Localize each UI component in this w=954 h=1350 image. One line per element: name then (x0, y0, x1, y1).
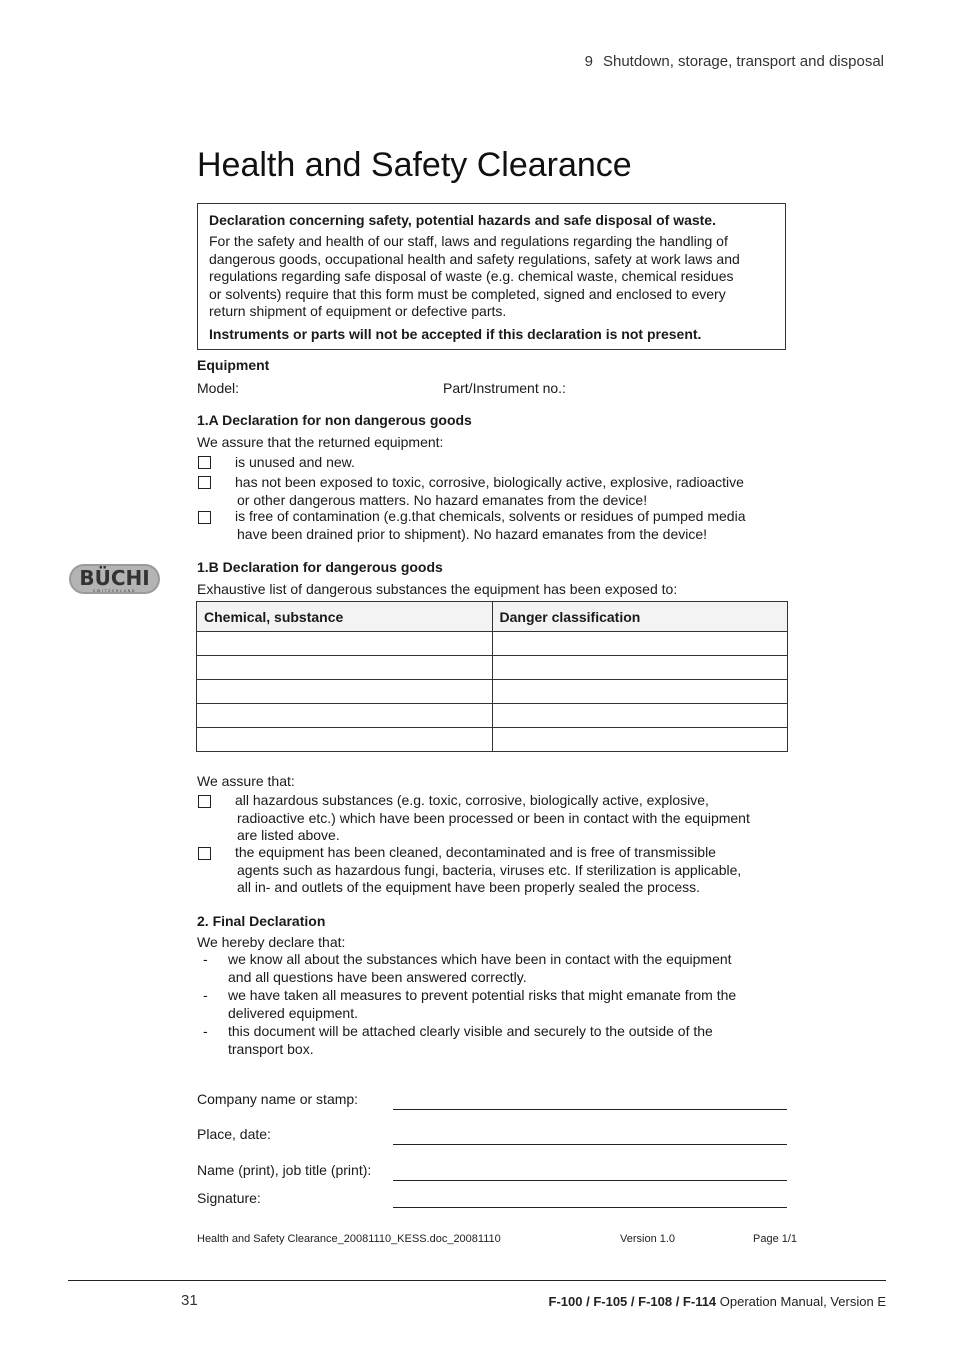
chemical-cell[interactable] (197, 728, 493, 752)
dash-bullet: - (203, 1023, 208, 1039)
signature-input-line[interactable] (393, 1207, 787, 1208)
table-row (197, 728, 788, 752)
checkbox-unused-new[interactable] (198, 456, 211, 469)
list-item-line: we know all about the substances which have been in contact with the equipment (228, 951, 732, 967)
table-row (197, 632, 788, 656)
checkbox-label (235, 474, 744, 509)
dash-bullet: - (203, 951, 208, 967)
column-header-danger-classification: Danger classification (492, 602, 788, 632)
list-item-line: this document will be attached clearly visible and securely to the outside of the (228, 1023, 713, 1039)
logo-subtext: SWITZERLAND (92, 589, 137, 593)
checkbox-label-line: agents such as hazardous fungi, bacteria, viruses etc. If sterilization is applicable, (237, 861, 742, 878)
section-1b-intro: Exhaustive list of dangerous substances the equipment has been exposed to: (197, 581, 678, 597)
checkbox-label (235, 844, 741, 897)
list-item (228, 987, 736, 1022)
footer-divider (68, 1280, 886, 1281)
declaration-notice: Instruments or parts will not be accepted if this declaration is not present. (209, 326, 702, 343)
signature-label: Signature: (197, 1190, 261, 1206)
checkbox-label-line: has not been exposed to toxic, corrosive, biologically active, explosive, radioactive (235, 474, 744, 490)
list-item-line: delivered equipment. (228, 1004, 358, 1021)
classification-cell[interactable] (492, 632, 788, 656)
dangerous-substances-table (196, 601, 788, 752)
manual-reference (549, 1294, 886, 1309)
declaration-body-line: For the safety and health of our staff, laws and regulations regarding the handling of (209, 233, 728, 250)
company-label: Company name or stamp: (197, 1091, 359, 1107)
checkbox-equipment-cleaned[interactable] (198, 847, 211, 860)
checkbox-label-line: radioactive etc.) which have been processed or been in contact with the equipment (237, 809, 750, 826)
section-1a-heading: 1.A Declaration for non dangerous goods (197, 412, 472, 428)
declaration-body-line: return shipment of equipment or defective parts. (209, 303, 507, 320)
part-number-label: Part/Instrument no.: (443, 380, 566, 396)
declaration-heading: Declaration concerning safety, potential hazards and safe disposal of waste. (209, 212, 716, 228)
list-item (228, 951, 732, 986)
chapter-number: 9 (584, 53, 593, 70)
list-item-line: transport box. (228, 1040, 314, 1057)
buchi-logo (68, 563, 161, 595)
section-1a-intro: We assure that the returned equipment: (197, 434, 444, 450)
list-item (228, 1023, 713, 1058)
checkbox-label-line: are listed above. (237, 827, 340, 843)
assure-intro: We assure that: (197, 773, 295, 789)
checkbox-label-line: or other dangerous matters. No hazard emanates from the device! (237, 491, 648, 508)
checkbox-label (235, 792, 750, 845)
section-1b-heading: 1.B Declaration for dangerous goods (197, 559, 443, 575)
declaration-body (209, 233, 775, 320)
chemical-cell[interactable] (197, 680, 493, 704)
column-header-chemical: Chemical, substance (197, 602, 493, 632)
checkbox-label (235, 508, 745, 543)
classification-cell[interactable] (492, 704, 788, 728)
declaration-body-line: dangerous goods, occupational health and safety regulations, safety at work laws and (209, 250, 740, 267)
table-row (197, 680, 788, 704)
table-header-row (197, 602, 788, 632)
checkbox-label (235, 454, 355, 472)
checkbox-label-line: is unused and new. (235, 454, 355, 470)
chemical-cell[interactable] (197, 656, 493, 680)
table-row (197, 704, 788, 728)
model-numbers: F-100 / F-105 / F-108 / F-114 (548, 1294, 717, 1309)
form-filename: Health and Safety Clearance_20081110_KESS.doc_20081110 (197, 1233, 501, 1245)
section-2-heading: 2. Final Declaration (197, 913, 326, 929)
form-version: Version 1.0 (620, 1233, 676, 1245)
chemical-cell[interactable] (197, 632, 493, 656)
chapter-title: Shutdown, storage, transport and disposal (602, 53, 884, 70)
name-title-input-line[interactable] (393, 1180, 787, 1181)
checkbox-label-line: is free of contamination (e.g.that chemicals, solvents or residues of pumped media (235, 508, 746, 524)
model-label: Model: (197, 380, 240, 396)
classification-cell[interactable] (492, 656, 788, 680)
checkbox-not-exposed[interactable] (198, 476, 211, 489)
section-2-intro: We hereby declare that: (197, 934, 346, 950)
checkbox-label-line: all hazardous substances (e.g. toxic, corrosive, biologically active, explosive, (235, 792, 709, 808)
list-item-line: we have taken all measures to prevent potential risks that might emanate from the (228, 987, 737, 1003)
checkbox-free-of-contamination[interactable] (198, 511, 211, 524)
company-input-line[interactable] (393, 1109, 787, 1110)
checkbox-label-line: the equipment has been cleaned, decontaminated and is free of transmissible (235, 844, 716, 860)
checkbox-label-line: have been drained prior to shipment). No hazard emanates from the device! (237, 525, 708, 542)
list-item-line: and all questions have been answered correctly. (228, 968, 527, 985)
form-page: Page 1/1 (753, 1233, 798, 1245)
dash-bullet: - (203, 987, 208, 1003)
manual-version: Operation Manual, Version E (716, 1294, 886, 1309)
place-date-input-line[interactable] (393, 1144, 787, 1145)
chapter-header (585, 53, 884, 70)
logo-text: BÜCHI (79, 566, 150, 590)
name-title-label: Name (print), job title (print): (197, 1162, 372, 1178)
declaration-body-line: or solvents) require that this form must be completed, signed and enclosed to every (209, 285, 726, 302)
equipment-heading: Equipment (197, 357, 270, 373)
table-row (197, 656, 788, 680)
place-date-label: Place, date: (197, 1126, 271, 1142)
declaration-box (197, 203, 786, 350)
page-title: Health and Safety Clearance (197, 146, 632, 184)
page-number: 31 (181, 1292, 198, 1309)
checkbox-substances-listed[interactable] (198, 795, 211, 808)
chemical-cell[interactable] (197, 704, 493, 728)
classification-cell[interactable] (492, 728, 788, 752)
declaration-body-line: regulations regarding safe disposal of waste (e.g. chemical waste, chemical residues (209, 268, 734, 285)
classification-cell[interactable] (492, 680, 788, 704)
checkbox-label-line: all in- and outlets of the equipment have been properly sealed the process. (237, 879, 701, 895)
